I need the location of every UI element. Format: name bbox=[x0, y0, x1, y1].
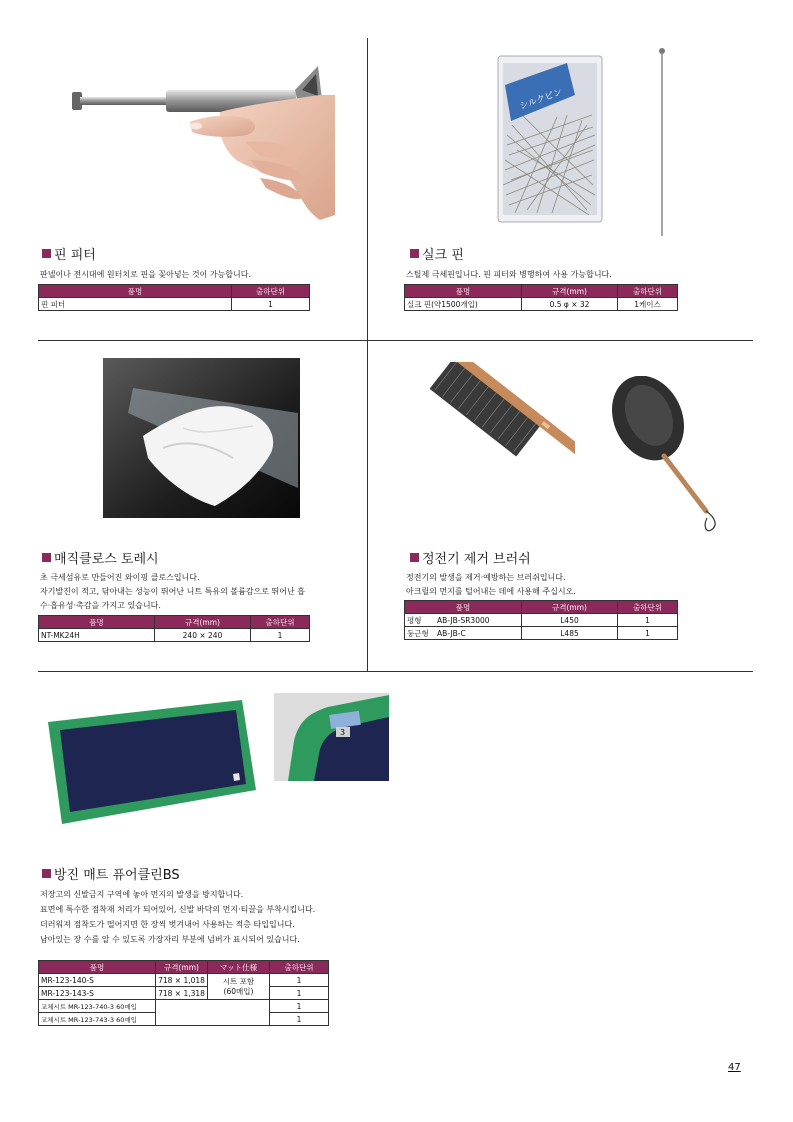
col-header-name: 품명 bbox=[405, 601, 522, 614]
cell-spec: 0.5 φ × 32 bbox=[522, 298, 618, 311]
table-row bbox=[405, 298, 678, 311]
mat-spec-line-2: (60매입) bbox=[223, 986, 254, 996]
brush-title-text: 정전기 제거 브러쉬 bbox=[422, 552, 531, 567]
col-header-spec: 규격(mm) bbox=[156, 961, 208, 974]
cell-name bbox=[405, 614, 522, 627]
col-header-unit: 출하단위 bbox=[618, 601, 678, 614]
title-bullet bbox=[42, 869, 51, 878]
col-header-name: 품명 bbox=[39, 961, 156, 974]
magic-cloth-title-text: 매직클로스 토레시 bbox=[54, 552, 159, 567]
title-bullet bbox=[410, 249, 419, 258]
table-header-row bbox=[39, 616, 310, 629]
cell-mat-spec bbox=[208, 974, 270, 1000]
pin-feeder-title bbox=[42, 244, 96, 263]
title-bullet bbox=[42, 553, 51, 562]
table-header-row bbox=[39, 961, 329, 974]
cell-unit: 1 bbox=[270, 987, 329, 1000]
cell-name: MR-123-140-S bbox=[39, 974, 156, 987]
cell-unit: 1 bbox=[232, 298, 310, 311]
silk-pin-title bbox=[410, 244, 464, 263]
pin-feeder-photo bbox=[70, 60, 335, 220]
dust-mat-photo bbox=[42, 692, 260, 832]
col-header-spec: 규격(mm) bbox=[155, 616, 251, 629]
dust-mat-spec-table bbox=[38, 960, 329, 1026]
silk-pin-spec-table bbox=[404, 284, 678, 311]
cell-name: MR-123-143-S bbox=[39, 987, 156, 1000]
dust-mat-title bbox=[42, 864, 180, 883]
col-header-name: 품명 bbox=[39, 285, 232, 298]
cell-name bbox=[405, 627, 522, 640]
cell-unit: 1 bbox=[618, 614, 678, 627]
page-number: 47 bbox=[728, 1062, 741, 1073]
cell-model: AB-JB-C bbox=[437, 628, 466, 638]
col-header-unit: 출하단위 bbox=[618, 285, 678, 298]
cell-spec: 718 × 1,318 bbox=[156, 987, 208, 1000]
sheet-number: 3 bbox=[340, 728, 346, 737]
cell-name: 실크 핀(약1500개입) bbox=[405, 298, 522, 311]
col-header-name: 품명 bbox=[405, 285, 522, 298]
mat-spec-line-1: 시트 포함 bbox=[222, 976, 255, 986]
cell-unit: 1 bbox=[251, 629, 310, 642]
pin-feeder-title-text: 핀 피터 bbox=[54, 248, 96, 263]
brush-desc-line-1: 정전기의 발생을 제거·예방하는 브러쉬입니다. bbox=[406, 573, 566, 582]
table-row bbox=[39, 298, 310, 311]
cell-name: NT-MK24H bbox=[39, 629, 155, 642]
dust-mat-desc-line-2: 표면에 특수한 점착재 처리가 되어있어, 신발 바닥의 먼지·티끌을 부착시킵니다. bbox=[40, 905, 316, 914]
cell-spec: L485 bbox=[522, 627, 618, 640]
round-brush-photo bbox=[608, 376, 723, 534]
cell-name: 교체시트 MR-123-740-3 60매입 bbox=[39, 1000, 156, 1013]
silk-pin-title-text: 실크 핀 bbox=[422, 248, 464, 263]
vertical-divider-top bbox=[367, 38, 368, 672]
col-header-spec: 규격(mm) bbox=[522, 601, 618, 614]
table-row bbox=[39, 987, 329, 1000]
title-bullet bbox=[42, 249, 51, 258]
cell-spec: 240 × 240 bbox=[155, 629, 251, 642]
magic-cloth-photo bbox=[103, 358, 300, 518]
flat-brush-photo bbox=[430, 362, 575, 507]
horizontal-divider-2 bbox=[38, 671, 753, 672]
dust-mat-desc-line-4: 남아있는 장 수를 알 수 있도록 가장자리 부분에 넘버가 표시되어 있습니다. bbox=[40, 935, 300, 944]
cell-unit: 1케이스 bbox=[618, 298, 678, 311]
cell-type: 둥근형 bbox=[407, 628, 429, 638]
silk-pin-description: 스틸제 극세핀입니다. 핀 피터와 병행하여 사용 가능합니다. bbox=[406, 270, 612, 279]
table-row bbox=[405, 627, 678, 640]
cell-model: AB-JB-SR3000 bbox=[437, 615, 490, 625]
silk-pin-box-photo bbox=[497, 55, 603, 223]
box-label: シルクピン bbox=[518, 87, 564, 113]
dust-mat-closeup-photo bbox=[274, 693, 389, 781]
table-row bbox=[39, 629, 310, 642]
brush-spec-table bbox=[404, 600, 678, 640]
silk-pin-single-photo bbox=[655, 48, 669, 238]
table-header-row bbox=[39, 285, 310, 298]
dust-mat-title-text: 방진 매트 퓨어클린BS bbox=[54, 868, 180, 883]
col-header-unit: 출하단위 bbox=[251, 616, 310, 629]
dust-mat-desc-line-1: 저장고의 신발금지 구역에 놓아 먼지의 발생을 방지합니다. bbox=[40, 890, 244, 899]
cell-unit: 1 bbox=[270, 1000, 329, 1013]
title-bullet bbox=[410, 553, 419, 562]
cell-name: 핀 피터 bbox=[39, 298, 232, 311]
pin-feeder-description: 판넬이나 전시대에 원터치로 핀을 꽂아넣는 것이 가능합니다. bbox=[40, 270, 251, 279]
table-header-row bbox=[405, 601, 678, 614]
cell-spec: 718 × 1,018 bbox=[156, 974, 208, 987]
cell-unit: 1 bbox=[270, 974, 329, 987]
col-header-spec: 규격(mm) bbox=[522, 285, 618, 298]
table-row bbox=[39, 974, 329, 987]
dust-mat-desc-line-3: 더러워져 점착도가 떨어지면 한 장씩 벗겨내어 사용하는 적층 타입입니다. bbox=[40, 920, 295, 929]
cell-unit: 1 bbox=[618, 627, 678, 640]
table-header-row bbox=[405, 285, 678, 298]
cell-type: 평형 bbox=[407, 615, 422, 625]
cell-empty bbox=[156, 1000, 270, 1026]
horizontal-divider-1 bbox=[38, 340, 753, 341]
magic-cloth-desc-line-3: 수·흡유성·촉감을 가지고 있습니다. bbox=[40, 601, 161, 610]
pin-feeder-spec-table bbox=[38, 284, 310, 311]
col-header-unit: 출하단위 bbox=[232, 285, 310, 298]
magic-cloth-desc-line-2: 자기발진이 적고, 닦아내는 성능이 뛰어난 니트 특유의 볼륨감으로 뛰어난 흡 bbox=[40, 587, 305, 596]
brush-desc-line-2: 아크릴의 먼지를 털어내는 데에 사용해 주십시오. bbox=[406, 587, 576, 596]
col-header-mat-spec: マット仕様 bbox=[208, 961, 270, 974]
cell-spec: L450 bbox=[522, 614, 618, 627]
table-row bbox=[39, 1000, 329, 1013]
cell-unit: 1 bbox=[270, 1013, 329, 1026]
magic-cloth-desc-line-1: 초 극세섬유로 만들어진 와이핑 클로스입니다. bbox=[40, 573, 200, 582]
magic-cloth-title bbox=[42, 548, 159, 567]
magic-cloth-spec-table bbox=[38, 615, 310, 642]
table-row bbox=[405, 614, 678, 627]
col-header-name: 품명 bbox=[39, 616, 155, 629]
brush-title bbox=[410, 548, 531, 567]
col-header-unit: 출하단위 bbox=[270, 961, 329, 974]
cell-name: 교체시트 MR-123-743-3 60매입 bbox=[39, 1013, 156, 1026]
